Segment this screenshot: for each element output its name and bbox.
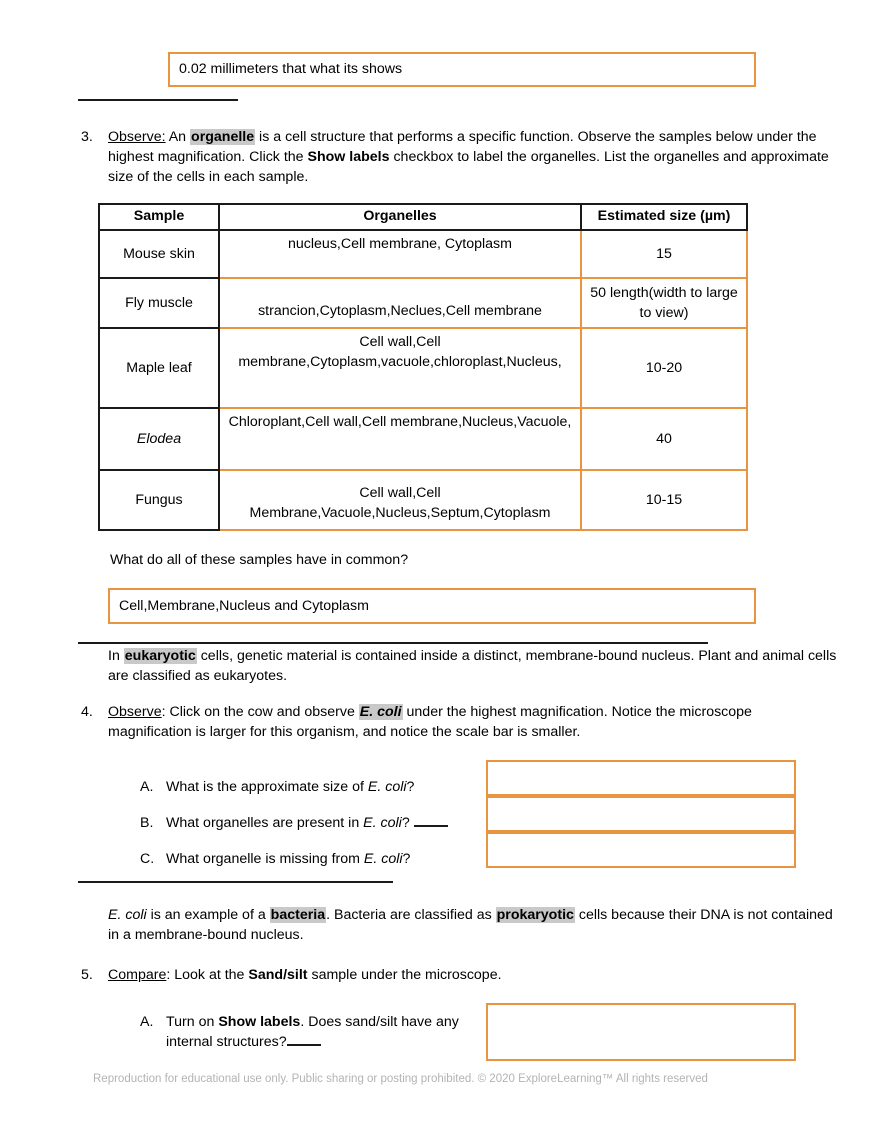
- list-item-4-body: [108, 702, 838, 742]
- observation-table: [98, 203, 748, 531]
- sub-item-5a: [140, 1012, 470, 1052]
- list-item-3-body: [108, 127, 838, 187]
- blank-line-5a[interactable]: [287, 1032, 321, 1046]
- table-header-organelles: Organelles: [219, 204, 581, 230]
- paragraph-ecoli: [108, 905, 838, 945]
- table-row: [99, 408, 747, 470]
- horizontal-rule-3: [78, 881, 393, 883]
- para-ecoli-italic-lead: E. coli: [108, 907, 147, 923]
- list-item-5-body: [108, 965, 838, 985]
- sub-item-4b: [140, 805, 480, 841]
- bold-sand-silt: Sand/silt: [248, 967, 308, 983]
- table-cell-sample: Maple leaf: [99, 328, 219, 408]
- item3-text-1: An: [165, 129, 191, 145]
- horizontal-rule-1: [78, 99, 238, 101]
- bold-show-labels-3: Show labels: [307, 149, 390, 166]
- list-item-4-number: 4.: [81, 704, 93, 720]
- sub-item-4b-before: What organelles are present in: [166, 814, 364, 831]
- sub-item-4b-text: [166, 813, 480, 833]
- table-cell-organelles[interactable]: Chloroplant,Cell wall,Cell membrane,Nucleus,Vacuole,: [219, 408, 581, 470]
- sub-item-5a-letter: A.: [140, 1014, 154, 1030]
- observe-label-3: Observe:: [108, 129, 166, 145]
- item5-text-1: : Look at the: [166, 967, 249, 983]
- item4-text-2: under the highest magnification. Notice the microscope magnification is larger for this organism, and notice the scale bar is smaller.: [108, 704, 752, 741]
- common-question-prompt: What do all of these samples have in common?: [110, 552, 409, 568]
- table-cell-organelles[interactable]: nucleus,Cell membrane, Cytoplasm: [219, 230, 581, 278]
- answer-box-top-value: 0.02 millimeters that what its shows: [179, 61, 403, 78]
- table-cell-sample: Fungus: [99, 470, 219, 530]
- sub-item-5a-before: Turn on: [166, 1014, 219, 1030]
- table-cell-size[interactable]: 10-20: [581, 328, 747, 408]
- table-cell-organelles[interactable]: Cell wall,Cell Membrane,Vacuole,Nucleus,Septum,Cytoplasm: [219, 470, 581, 530]
- keyword-organelle: organelle: [191, 129, 255, 145]
- sub-item-4a-before: What is the approximate size of: [166, 778, 368, 795]
- horizontal-rule-2: [78, 642, 708, 644]
- list-item-5-number: 5.: [81, 967, 93, 983]
- table-cell-size[interactable]: 10-15: [581, 470, 747, 530]
- sub-item-4b-letter: B.: [140, 814, 154, 831]
- answer-box-4c[interactable]: [486, 832, 796, 868]
- para-ecoli-text-2: . Bacteria are classified as: [326, 907, 496, 923]
- list-item-3: [78, 127, 838, 187]
- list-item-5: [78, 965, 838, 985]
- sub-item-4a: [140, 769, 480, 805]
- table-header-size: Estimated size (µm): [581, 204, 747, 230]
- sub-item-4a-after: ?: [406, 778, 415, 795]
- table-cell-organelles[interactable]: strancion,Cytoplasm,Neclues,Cell membrane: [219, 278, 581, 328]
- sub-item-4c-text: [166, 849, 480, 869]
- table-cell-size[interactable]: 40: [581, 408, 747, 470]
- sub-item-4c-after: ?: [402, 850, 411, 867]
- sub-item-4c-before: What organelle is missing from: [166, 850, 364, 867]
- sub-item-4c: [140, 841, 480, 877]
- para-ecoli-text-1: is an example of a: [146, 907, 270, 923]
- item5-text-2: sample under the microscope.: [307, 967, 502, 983]
- sub-list-5: [140, 1012, 470, 1052]
- table-cell-sample: Elodea: [136, 430, 182, 447]
- sub-item-5a-after: . Does sand/silt have any internal structures?: [166, 1014, 459, 1051]
- sub-item-4a-text: [166, 777, 480, 797]
- table-header-sample: Sample: [99, 204, 219, 230]
- sub-item-4b-after: ?: [401, 814, 410, 831]
- keyword-bacteria: bacteria: [270, 907, 326, 923]
- table-cell-size[interactable]: 50 length(width to large to view): [581, 278, 747, 328]
- list-item-3-number: 3.: [81, 129, 93, 145]
- table-cell-sample: Mouse skin: [99, 230, 219, 278]
- compare-label-5: Compare: [108, 967, 167, 983]
- answer-box-top[interactable]: [168, 52, 756, 87]
- sub-item-4c-letter: C.: [140, 850, 155, 867]
- blank-line-4b[interactable]: [414, 813, 448, 827]
- sub-item-4c-italic: E. coli: [363, 850, 403, 867]
- table-row: [99, 230, 747, 278]
- table-row: [99, 278, 747, 328]
- table-cell-sample: Fly muscle: [99, 278, 219, 328]
- bold-show-labels-5: Show labels: [218, 1014, 301, 1030]
- table-row: [99, 470, 747, 530]
- answer-box-4b[interactable]: [486, 796, 796, 832]
- table-cell-size[interactable]: 15: [581, 230, 747, 278]
- observe-label-4: Observe: [108, 704, 162, 720]
- item3-text-3: checkbox to label the organelles. List the organelles and approximate size of the cells in each sample.: [108, 149, 829, 186]
- answer-box-5a[interactable]: [486, 1003, 796, 1061]
- sub-item-4b-italic: E. coli: [363, 814, 402, 831]
- item3-text-2: is a cell structure that performs a specific function. Observe the samples below under the highest magnification. Click the: [108, 129, 817, 166]
- table-header-row: [99, 204, 747, 230]
- sub-item-4a-letter: A.: [140, 778, 154, 795]
- para-ecoli-text-3: cells because their DNA is not contained in a membrane-bound nucleus.: [108, 907, 833, 944]
- keyword-prokaryotic: prokaryotic: [496, 907, 574, 923]
- sub-item-5a-text: [166, 1012, 470, 1052]
- table-row: [99, 328, 747, 408]
- list-item-4: [78, 702, 838, 742]
- answer-box-4a[interactable]: [486, 760, 796, 796]
- table-cell-organelles[interactable]: Cell wall,Cell membrane,Cytoplasm,vacuole,chloroplast,Nucleus,: [219, 328, 581, 408]
- sub-list-4: [140, 769, 480, 877]
- paragraph-eukaryotic: [108, 646, 838, 686]
- para-eu-text-1: In: [108, 648, 124, 664]
- keyword-eukaryotic: eukaryotic: [124, 648, 196, 664]
- footer-copyright: Reproduction for educational use only. Public sharing or posting prohibited. © 2020 ExploreLearning™ All rights reserved: [93, 1073, 708, 1085]
- item4-text-1: : Click on the cow and observe: [161, 704, 359, 720]
- answer-box-common[interactable]: [108, 588, 756, 624]
- sub-item-4a-italic: E. coli: [367, 778, 407, 795]
- keyword-ecoli-4: E. coli: [359, 704, 402, 720]
- answer-box-common-value: Cell,Membrane,Nucleus and Cytoplasm: [119, 597, 369, 614]
- para-eu-text-2: cells, genetic material is contained inside a distinct, membrane-bound nucleus. Plant and animal cells are classified as eukaryotes.: [108, 648, 837, 685]
